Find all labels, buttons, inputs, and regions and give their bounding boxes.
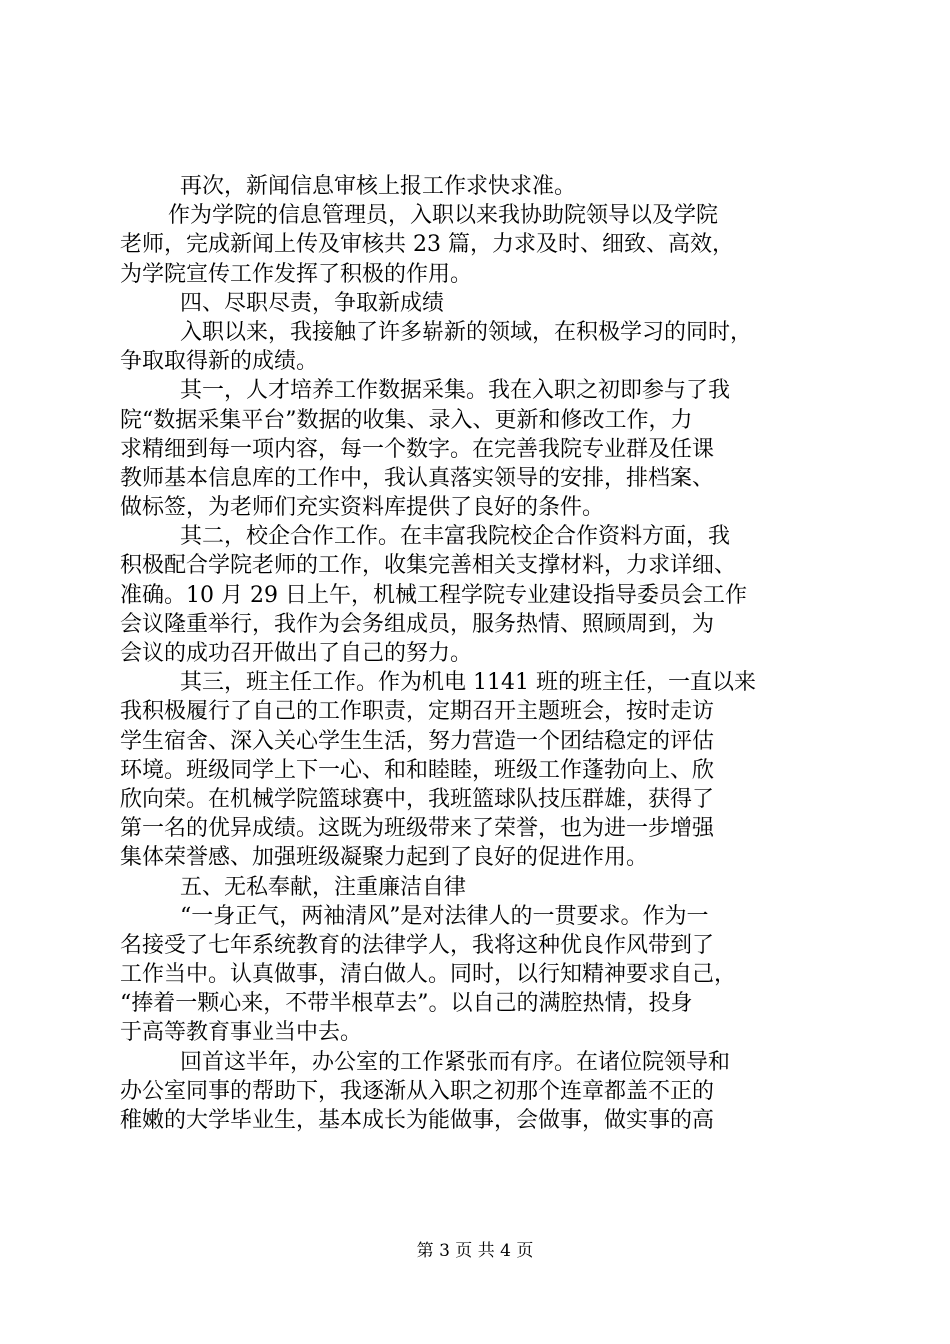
text-line: 积极配合学院老师的工作，收集完善相关支撑材料，力求详细、 [120, 553, 737, 579]
text-line: 做标签，为老师们充实资料库提供了良好的条件。 [120, 495, 605, 521]
text-line: 名接受了七年系统教育的法律学人，我将这种优良作风带到了 [120, 932, 715, 958]
text-line: 我积极履行了自己的工作职责，定期召开主题班会，按时走访 [120, 699, 715, 725]
text-line: 入职以来，我接触了许多崭新的领域，在积极学习的同时， [180, 319, 753, 345]
page-footer: 第 3 页 共 4 页 [416, 1241, 534, 1261]
text-line: 环境。班级同学上下一心、和和睦睦，班级工作蓬勃向上、欣 [120, 757, 715, 783]
text-line: 回首这半年，办公室的工作紧张而有序。在诸位院领导和 [180, 1049, 731, 1075]
text-line: 准确。10 月 29 日上午，机械工程学院专业建设指导委员会工作 [120, 582, 747, 608]
text-line: 其三，班主任工作。作为机电 1141 班的班主任，一直以来 [180, 670, 756, 696]
text-line: 其一，人才培养工作数据采集。我在入职之初即参与了我 [180, 378, 731, 404]
text-line: 会议隆重举行，我作为会务组成员，服务热情、照顾周到，为 [120, 611, 715, 637]
text-line: 为学院宣传工作发挥了积极的作用。 [120, 261, 473, 287]
text-line: 学生宿舍、深入关心学生生活，努力营造一个团结稳定的评估 [120, 728, 715, 754]
text-line: 再次，新闻信息审核上报工作求快求准。 [180, 174, 577, 199]
text-line: 集体荣誉感、加强班级凝聚力起到了良好的促进作用。 [120, 845, 649, 871]
text-line: 第一名的优异成绩。这既为班级带来了荣誉，也为进一步增强 [120, 816, 715, 842]
text-line: 五、无私奉献，注重廉洁自律 [180, 874, 467, 900]
text-line: 教师基本信息库的工作中，我认真落实领导的安排，排档案、 [120, 465, 715, 491]
document-body [120, 172, 832, 1135]
text-line: 稚嫩的大学毕业生，基本成长为能做事，会做事，做实事的高 [120, 1108, 715, 1133]
text-line: 争取取得新的成绩。 [120, 349, 319, 375]
text-line: 老师，完成新闻上传及审核共 23 篇，力求及时、细致、高效， [120, 232, 734, 258]
text-line: 欣向荣。在机械学院篮球赛中，我班篮球队技压群雄，获得了 [120, 786, 715, 812]
text-line: 会议的成功召开做出了自己的努力。 [120, 641, 473, 666]
text-line: “捧着一颗心来，不带半根草去”。以自己的满腔热情，投身 [120, 991, 693, 1017]
text-line: 四、尽职尽责，争取新成绩 [180, 290, 445, 316]
text-line: 其二，校企合作工作。在丰富我院校企合作资料方面，我 [180, 524, 731, 550]
text-line: 院“数据采集平台”数据的收集、录入、更新和修改工作，力 [120, 407, 693, 433]
text-line: 于高等教育事业当中去。 [120, 1020, 363, 1046]
text-line: 作为学院的信息管理员，入职以来我协助院领导以及学院 [168, 203, 719, 229]
text-line: “一身正气，两袖清风”是对法律人的一贯要求。作为一 [180, 903, 709, 929]
text-line: 工作当中。认真做事，清白做人。同时，以行知精神要求自己， [120, 962, 737, 988]
text-line: 办公室同事的帮助下，我逐渐从入职之初那个连章都盖不正的 [120, 1078, 715, 1104]
text-line: 求精细到每一项内容，每一个数字。在完善我院专业群及任课 [120, 436, 715, 462]
